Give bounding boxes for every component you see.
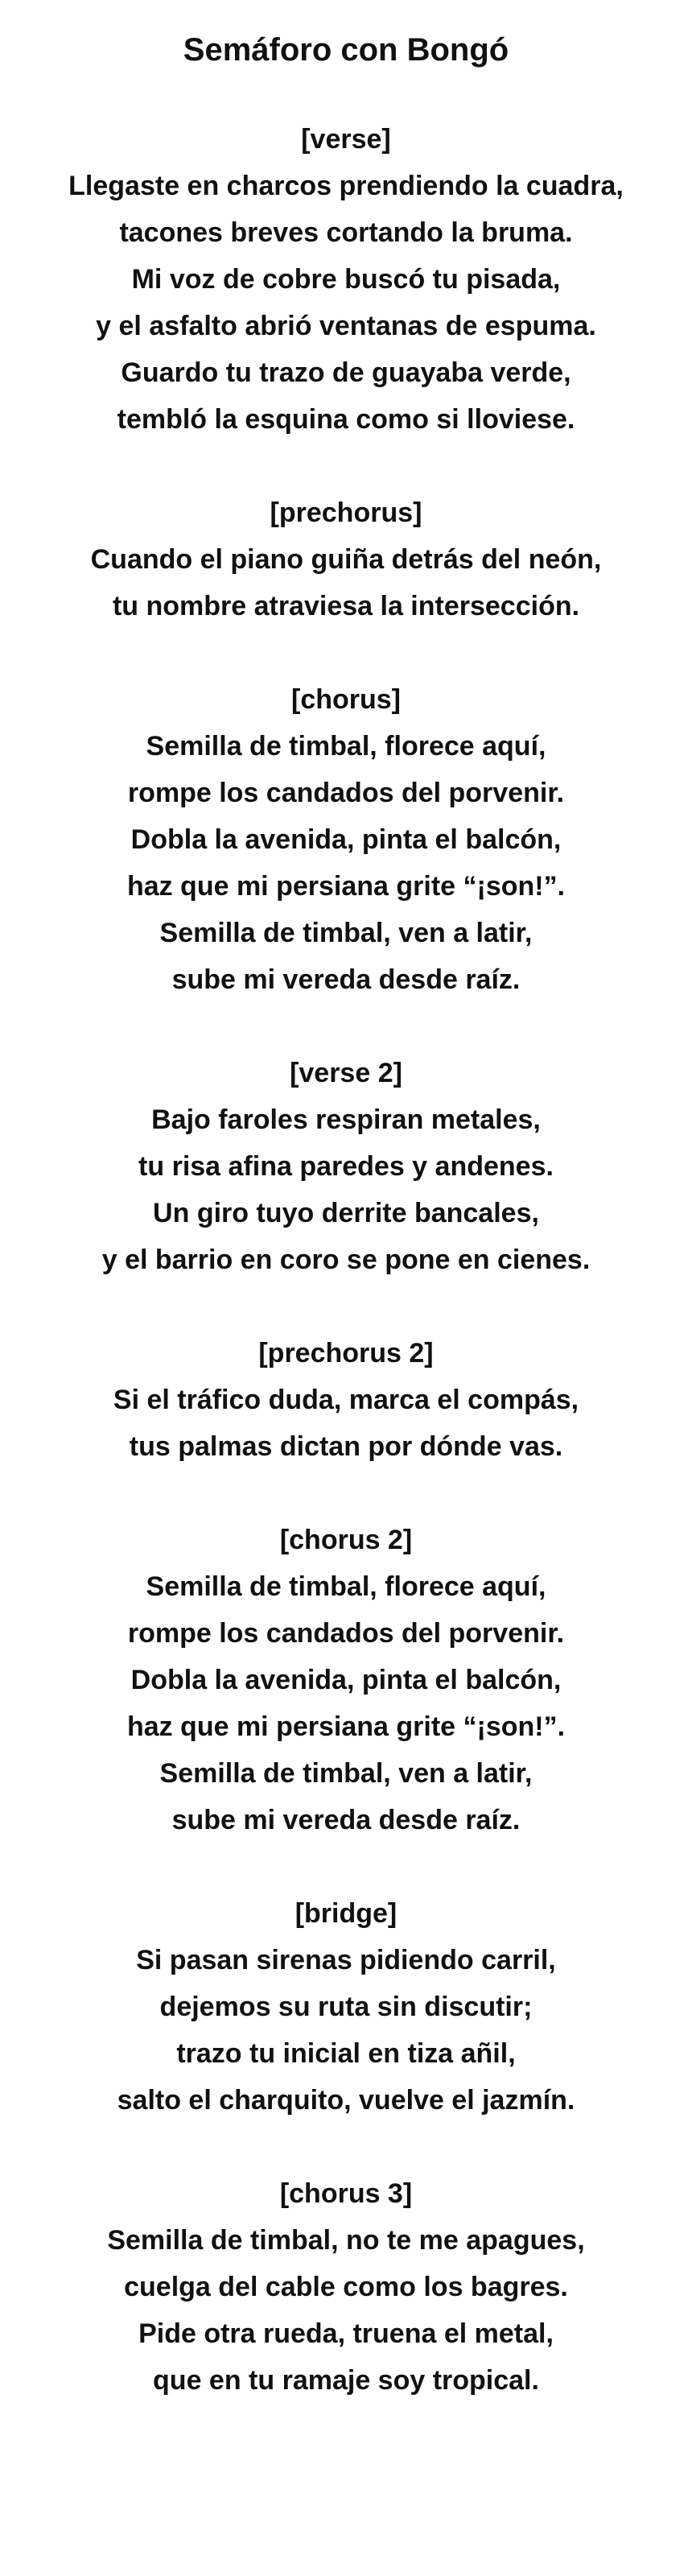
- lyric-line: haz que mi persiana grite “¡son!”.: [126, 871, 566, 902]
- lyric-line: Llegaste en charcos prendiendo la cuadra,: [68, 171, 624, 201]
- lyric-line: y el asfalto abrió ventanas de espuma.: [96, 311, 596, 341]
- lyric-line: sube mi vereda desde raíz.: [171, 1805, 521, 1835]
- lyric-line: sube mi vereda desde raíz.: [171, 964, 521, 995]
- lyric-line: Semilla de timbal, florece aquí,: [146, 1571, 546, 1602]
- lyric-line: Un giro tuyo derrite bancales,: [153, 1198, 539, 1228]
- lyrics-body: [0, 116, 692, 2404]
- section-tag: [chorus 3]: [279, 2178, 413, 2209]
- lyric-line: Mi voz de cobre buscó tu pisada,: [131, 264, 561, 295]
- section-tag: [chorus]: [291, 684, 401, 715]
- lyric-line: Si el tráfico duda, marca el compás,: [113, 1385, 579, 1415]
- lyric-line: Cuando el piano guiña detrás del neón,: [90, 544, 602, 575]
- lyric-line: Dobla la avenida, pinta el balcón,: [130, 824, 562, 855]
- lyric-line: Semilla de timbal, ven a latir,: [159, 918, 533, 948]
- lyric-line: y el barrio en coro se pone en cienes.: [101, 1245, 591, 1275]
- lyric-line: tus palmas dictan por dónde vas.: [129, 1431, 563, 1462]
- lyric-line: tembló la esquina como si lloviese.: [117, 404, 575, 435]
- lyrics-section: [0, 1330, 692, 1470]
- lyric-line: haz que mi persiana grite “¡son!”.: [126, 1711, 566, 1742]
- lyric-line: Si pasan sirenas pidiendo carril,: [136, 1945, 556, 1975]
- lyrics-section: [0, 116, 692, 443]
- section-tag: [verse]: [301, 124, 391, 155]
- lyrics-section: [0, 676, 692, 1003]
- lyric-line: Semilla de timbal, no te me apagues,: [107, 2225, 585, 2256]
- lyric-line: salto el charquito, vuelve el jazmín.: [117, 2085, 575, 2116]
- section-tag: [prechorus 2]: [258, 1338, 434, 1368]
- lyric-line: Semilla de timbal, ven a latir,: [159, 1758, 533, 1789]
- lyrics-section: [0, 1517, 692, 1843]
- song-title: Semáforo con Bongó: [183, 32, 509, 68]
- lyrics-section: [0, 1890, 692, 2124]
- lyrics-section: [0, 1050, 692, 1283]
- lyric-line: que en tu ramaje soy tropical.: [153, 2365, 539, 2396]
- lyric-line: rompe los candados del porvenir.: [127, 778, 565, 808]
- section-tag: [prechorus]: [270, 497, 422, 528]
- lyric-line: trazo tu inicial en tiza añil,: [176, 2038, 516, 2069]
- lyric-line: Bajo faroles respiran metales,: [151, 1104, 541, 1135]
- lyric-line: cuelga del cable como los bagres.: [124, 2272, 568, 2302]
- section-tag: [verse 2]: [290, 1058, 402, 1088]
- lyric-line: Semilla de timbal, florece aquí,: [146, 731, 546, 762]
- section-tag: [bridge]: [295, 1898, 397, 1929]
- lyrics-section: [0, 2170, 692, 2404]
- lyric-line: Guardo tu trazo de guayaba verde,: [121, 357, 571, 388]
- lyric-line: Pide otra rueda, truena el metal,: [138, 2318, 554, 2349]
- lyric-line: rompe los candados del porvenir.: [127, 1618, 565, 1649]
- lyric-line: tacones breves cortando la bruma.: [119, 217, 573, 248]
- lyric-line: tu risa afina paredes y andenes.: [138, 1151, 554, 1182]
- lyric-line: tu nombre atraviesa la intersección.: [112, 591, 580, 621]
- lyric-line: Dobla la avenida, pinta el balcón,: [130, 1665, 562, 1695]
- lyrics-section: [0, 489, 692, 630]
- lyric-line: dejemos su ruta sin discutir;: [159, 1992, 533, 2022]
- section-tag: [chorus 2]: [279, 1525, 413, 1555]
